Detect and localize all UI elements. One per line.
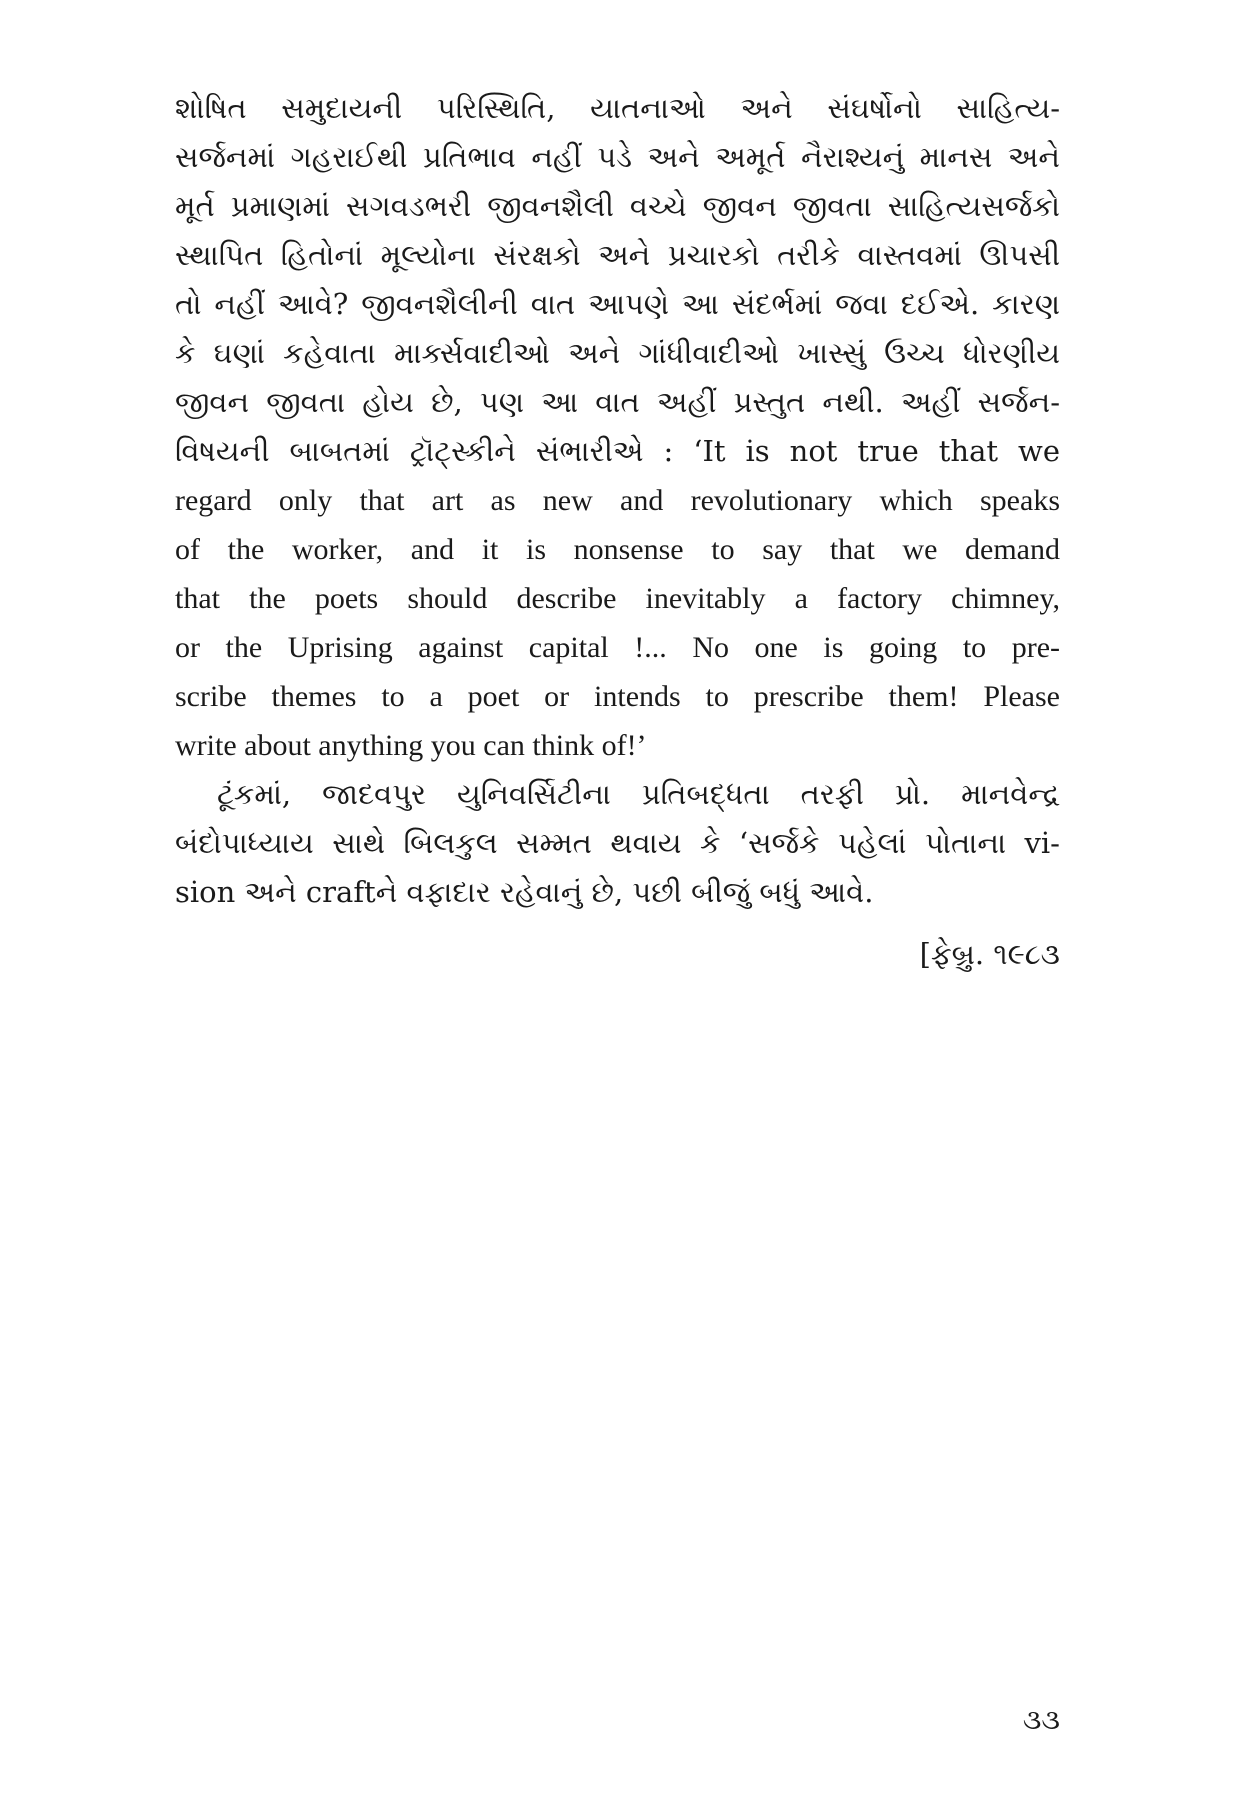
quote-line: write about anything you can think of!’: [175, 729, 647, 762]
quote-line: that the poets should describe inevitably a factory chimney,: [175, 582, 1060, 615]
text-line: કે ઘણાં કહેવાતા માર્ક્સવાદીઓ અને ગાંધીવાદીઓ ખાસ્સું ઉચ્ચ ધોરણીય: [175, 336, 1060, 370]
date-stamp: [ફેબ્રુ. ૧૯૮૩: [919, 937, 1060, 971]
text-line: sion અને craftને વફાદાર રહેવાનું છે, પછી બીજું બધું આવે.: [175, 875, 874, 909]
text-line: વિષયની બાબતમાં ટ્રૉટ્સ્કીને સંભારીએ : ‘It is not true that we: [175, 434, 1060, 468]
text-line: બંદોપાધ્યાય સાથે બિલકુલ સમ્મત થવાય કે ‘સર્જકે પહેલાં પોતાના vi-: [175, 826, 1060, 860]
page-number: ૩૩: [1022, 1703, 1060, 1736]
text-line: જીવન જીવતા હોય છે, પણ આ વાત અહીં પ્રસ્તુત નથી. અહીં સર્જન-: [175, 385, 1060, 419]
quote-line: or the Uprising against capital !... No one is going to pre-: [175, 631, 1060, 664]
quote-line: scribe themes to a poet or intends to prescribe them! Please: [175, 680, 1060, 713]
quote-line: of the worker, and it is nonsense to say that we demand: [175, 533, 1060, 566]
text-line: સર્જનમાં ગહરાઈથી પ્રતિભાવ નહીં પડે અને અમૂર્ત નૈરાશ્યનું માનસ અને: [175, 140, 1060, 174]
text-line: ટૂંકમાં, જાદવપુર યુનિવર્સિટીના પ્રતિબદ્ધતા તરફી પ્રો. માનવેન્દ્ર: [217, 777, 1060, 811]
body-text: [175, 84, 1060, 917]
quote-line: regard only that art as new and revolutionary which speaks: [175, 484, 1060, 517]
text-line: સ્થાપિત હિતોનાં મૂલ્યોના સંરક્ષકો અને પ્રચારકો તરીકે વાસ્તવમાં ઊપસી: [175, 238, 1060, 272]
text-line: શોષિત સમુદાયની પરિસ્થિતિ, યાતનાઓ અને સંઘર્ષોનો સાહિત્ય-: [175, 91, 1060, 125]
text-line: તો નહીં આવે? જીવનશૈલીની વાત આપણે આ સંદર્ભમાં જવા દઈએ. કારણ: [175, 287, 1060, 321]
text-line: મૂર્ત પ્રમાણમાં સગવડભરી જીવનશૈલી વચ્ચે જીવન જીવતા સાહિત્યસર્જકો: [175, 189, 1060, 223]
